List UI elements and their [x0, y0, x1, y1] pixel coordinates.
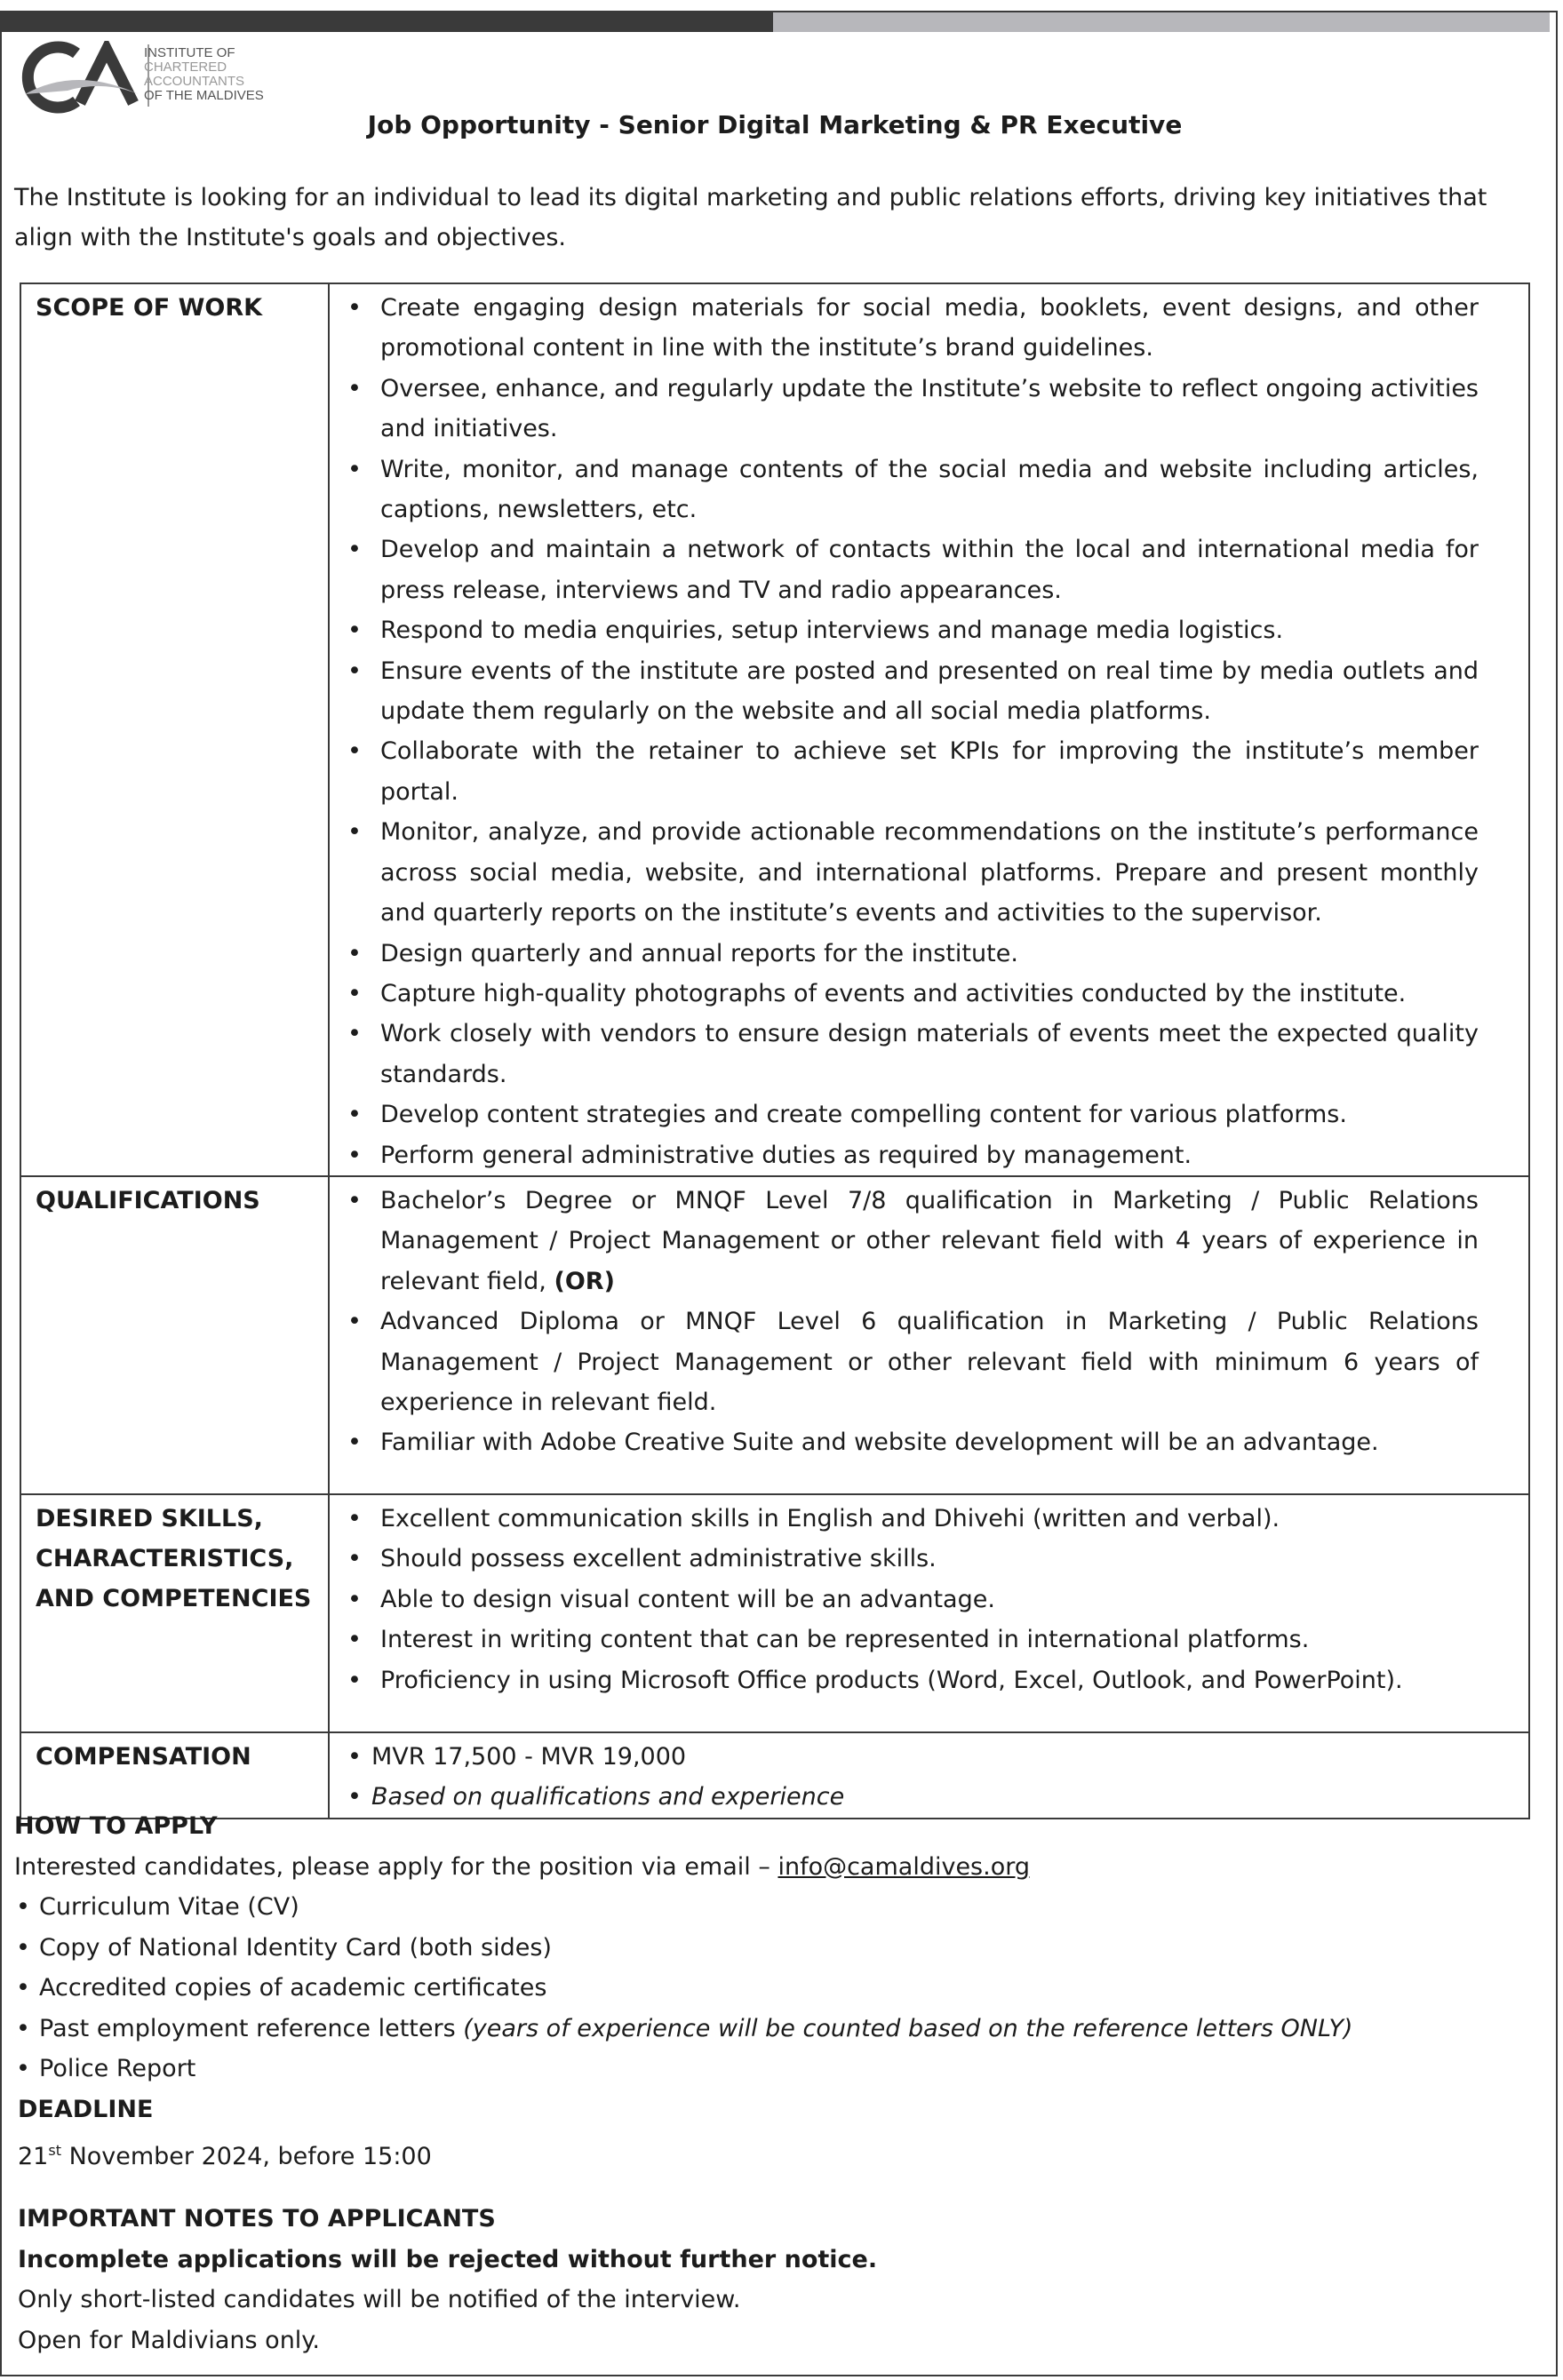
- or-label: (OR): [554, 1267, 615, 1295]
- skills-heading-line: DESIRED SKILLS,: [36, 1504, 263, 1532]
- how-to-apply-heading: HOW TO APPLY: [14, 1812, 218, 1840]
- qualification-text: Bachelor’s Degree or MNQF Level 7/8 qualification in Marketing / Public Relations Management / Project Management or other relevant field with 4 years of experience in relevant field,: [380, 1186, 1479, 1295]
- qualifications-heading: QUALIFICATIONS: [20, 1176, 329, 1494]
- list-item: • Perform general administrative duties as required by management.: [380, 1135, 1479, 1175]
- list-item: • Should possess excellent administrative skills.: [380, 1539, 1479, 1579]
- list-item: • Respond to media enquiries, setup interviews and manage media logistics.: [380, 610, 1479, 650]
- deadline-heading: DEADLINE: [18, 2096, 154, 2123]
- qualifications-list: [344, 1181, 1479, 1463]
- email-link[interactable]: info@camaldives.org: [778, 1852, 1030, 1881]
- scope-body: [329, 283, 1529, 1176]
- list-item: [380, 1181, 1479, 1301]
- apply-lead: [14, 1847, 1352, 1888]
- list-item: • Excellent communication skills in English and Dhivehi (written and verbal).: [380, 1499, 1479, 1539]
- skills-list: [344, 1499, 1479, 1700]
- skills-heading-line: AND COMPETENCIES: [36, 1584, 312, 1612]
- notes-bold-line: Incomplete applications will be rejected without further notice.: [18, 2245, 878, 2273]
- list-item: • Develop and maintain a network of contacts within the local and international media for press release, interviews and TV and radio appearances.: [380, 529, 1479, 610]
- list-item: • Oversee, enhance, and regularly update the Institute’s website to reflect ongoing activities and initiatives.: [380, 369, 1479, 450]
- list-item: • Police Report: [39, 2049, 1352, 2089]
- list-item: • Accredited copies of academic certificates: [39, 1968, 1352, 2009]
- deadline-day-suffix: st: [48, 2141, 61, 2159]
- deadline-day: 21: [18, 2142, 49, 2170]
- list-item: [39, 2009, 1352, 2050]
- list-item: • Design quarterly and annual reports for the institute.: [380, 934, 1479, 974]
- list-item: • Collaborate with the retainer to achieve set KPIs for improving the institute’s member portal.: [380, 731, 1479, 812]
- apply-lead-text: Interested candidates, please apply for the position via email –: [14, 1852, 770, 1881]
- list-item: • Curriculum Vitae (CV): [39, 1887, 1352, 1928]
- job-details-table: [20, 283, 1530, 1819]
- skills-body: [329, 1494, 1529, 1732]
- list-item: • Work closely with vendors to ensure design materials of events meet the expected quality standards.: [380, 1014, 1479, 1094]
- list-item: • Capture high-quality photographs of events and activities conducted by the institute.: [380, 974, 1479, 1014]
- qualifications-row: [20, 1176, 1529, 1494]
- list-item: • Copy of National Identity Card (both sides): [39, 1928, 1352, 1969]
- logo-line: INSTITUTE OF: [144, 45, 235, 60]
- notes-section: [18, 2199, 877, 2360]
- list-item: • Develop content strategies and create compelling content for various platforms.: [380, 1094, 1479, 1134]
- notes-heading: IMPORTANT NOTES TO APPLICANTS: [18, 2205, 496, 2233]
- qualifications-body: [329, 1176, 1529, 1494]
- how-to-apply-section: [14, 1806, 1352, 2089]
- salary-range: • MVR 17,500 - MVR 19,000: [371, 1737, 1479, 1777]
- salary-note: • Based on qualifications and experience: [371, 1777, 1479, 1817]
- list-item: • Ensure events of the institute are posted and presented on real time by media outlets and update them regularly on the website and all social media platforms.: [380, 651, 1479, 732]
- skills-heading: [20, 1494, 329, 1732]
- reference-text: Past employment reference letters: [39, 2014, 456, 2042]
- page-title: Job Opportunity - Senior Digital Marketing & PR Executive: [367, 110, 1183, 139]
- compensation-heading: COMPENSATION: [20, 1732, 329, 1819]
- list-item: • Interest in writing content that can be represented in international platforms.: [380, 1620, 1479, 1660]
- list-item: • Familiar with Adobe Creative Suite and website development will be an advantage.: [380, 1422, 1479, 1462]
- list-item: • Create engaging design materials for social media, booklets, event designs, and other promotional content in line with the institute’s brand guidelines.: [380, 288, 1479, 369]
- scope-list: [344, 288, 1479, 1175]
- deadline-section: [18, 2089, 432, 2177]
- deadline-date: [18, 2130, 432, 2177]
- list-item: • Proficiency in using Microsoft Office products (Word, Excel, Outlook, and PowerPoint).: [380, 1660, 1479, 1700]
- logo-line: OF THE MALDIVES: [144, 88, 264, 103]
- list-item: • Write, monitor, and manage contents of the social media and website including articles, captions, newsletters, etc.: [380, 450, 1479, 530]
- list-item: • Advanced Diploma or MNQF Level 6 qualification in Marketing / Public Relations Management / Project Management or other relevant field with minimum 6 years of experience in relevant field.: [380, 1301, 1479, 1422]
- scope-heading: SCOPE OF WORK: [20, 283, 329, 1176]
- deadline-rest: November 2024, before 15:00: [68, 2142, 432, 2170]
- logo-line: CHARTERED: [144, 60, 227, 75]
- skills-heading-line: CHARACTERISTICS,: [36, 1544, 294, 1572]
- notes-line: Only short-listed candidates will be notified of the interview.: [18, 2286, 741, 2313]
- apply-documents-list: [14, 1887, 1352, 2089]
- logo-wordmark: [144, 46, 264, 103]
- intro-paragraph: The Institute is looking for an individual to lead its digital marketing and public relations efforts, driving key initiatives that align with the Institute's goals and objectives.: [14, 184, 1487, 251]
- reference-note: (years of experience will be counted based on the reference letters ONLY): [463, 2014, 1353, 2042]
- notes-line: Open for Maldivians only.: [18, 2326, 321, 2354]
- list-item: • Monitor, analyze, and provide actionable recommendations on the institute’s performance across social media, website, and international platforms. Prepare and present monthly and quarterly reports on the institute’s events and activities to the supervisor.: [380, 812, 1479, 933]
- scope-row: [20, 283, 1529, 1176]
- list-item: • Able to design visual content will be an advantage.: [380, 1580, 1479, 1620]
- logo-line: ACCOUNTANTS: [144, 74, 245, 89]
- skills-row: [20, 1494, 1529, 1732]
